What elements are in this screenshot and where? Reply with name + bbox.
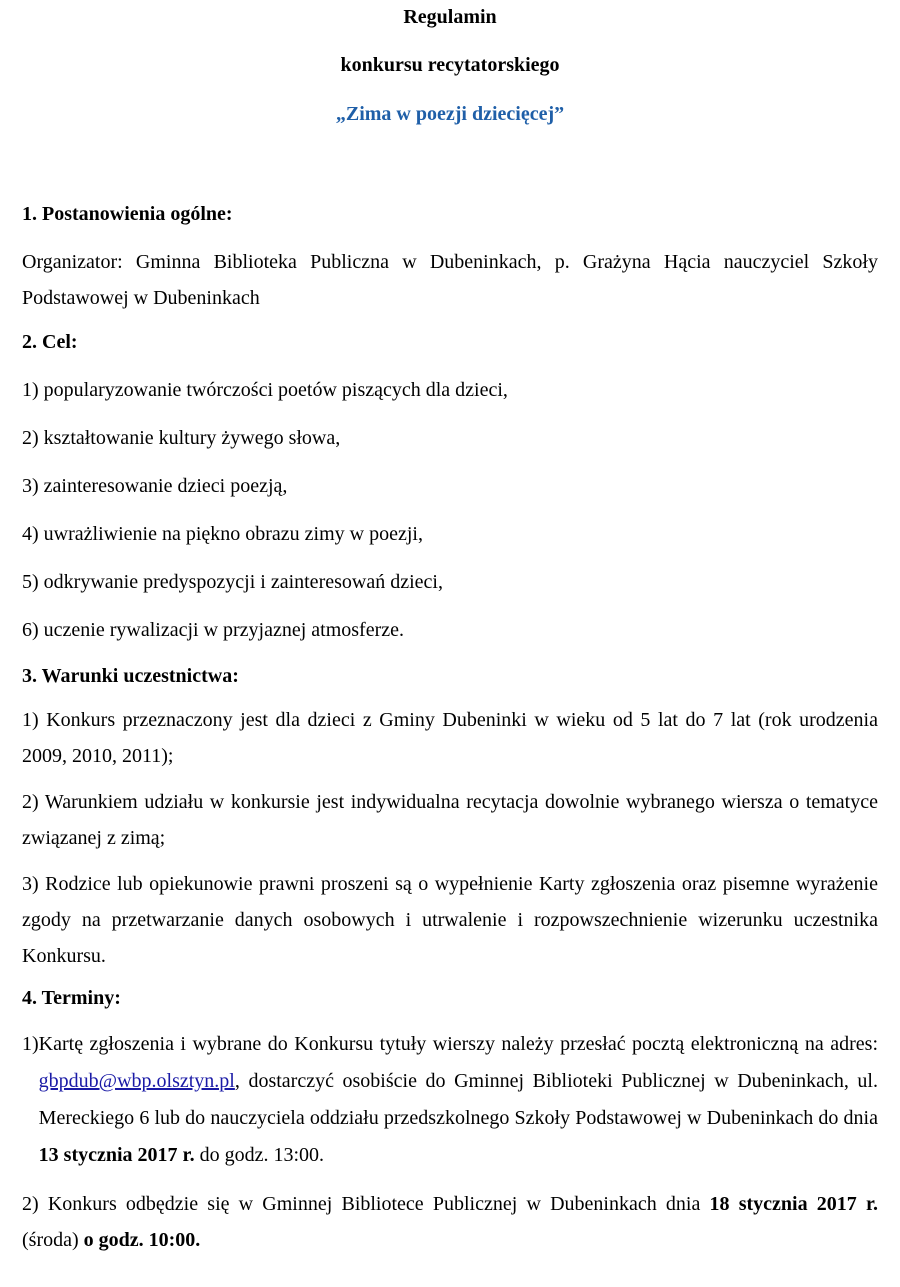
title-contest-name: „Zima w poezji dziecięcej” — [335, 103, 565, 125]
deadline-item-2 — [22, 1186, 878, 1258]
goal-item-3: 3) zainteresowanie dzieci poezją, — [22, 475, 288, 497]
event-date: 18 stycznia 2017 r. — [709, 1193, 878, 1215]
goal-item-6: 6) uczenie rywalizacji w przyjaznej atmosferze. — [22, 619, 405, 641]
deadline-text-part-b: , dostarczyć osobiście do Gminnej Biblioteki Publicznej w Dubeninkach, ul. Mereckiego 6 lub do nauczyciela oddziału przedszkolnego Szkoły Podstawowej w Dubeninkach do dnia — [38, 1070, 878, 1129]
deadline-text-part-c: do godz. 13:00. — [194, 1144, 325, 1166]
condition-item-2: 2) Warunkiem udziału w konkursie jest indywidualna recytacja dowolnie wybranego wiersza o tematyce związanej z zimą; — [22, 791, 878, 849]
condition-item-1: 1) Konkurs przeznaczony jest dla dzieci z Gminy Dubeninki w wieku od 5 lat do 7 lat (rok urodzenia 2009, 2010, 2011); — [22, 709, 878, 767]
event-time: o godz. 10:00. — [83, 1229, 201, 1251]
condition-item-3: 3) Rodzice lub opiekunowie prawni proszeni są o wypełnienie Karty zgłoszenia oraz pisemne wyrażenie zgody na przetwarzanie danych osobowych i utrwalenie i rozpowszechnienie wizerunku uczestnika Konkursu. — [22, 873, 878, 967]
section-1-organizer: Organizator: Gminna Biblioteka Publiczna w Dubeninkach, p. Grażyna Hącia nauczyciel Szkoły Podstawowej w Dubeninkach — [22, 251, 878, 309]
section-1-heading: 1. Postanowienia ogólne: — [22, 203, 233, 225]
deadline-item-1-text — [39, 1026, 878, 1174]
title-contest-type: konkursu recytatorskiego — [340, 54, 560, 76]
section-3-heading: 3. Warunki uczestnictwa: — [22, 665, 239, 687]
goal-item-2: 2) kształtowanie kultury żywego słowa, — [22, 427, 341, 449]
goal-item-4: 4) uwrażliwienie na piękno obrazu zimy w poezji, — [22, 523, 423, 545]
deadline-item-1 — [22, 1026, 878, 1174]
event-text-part-b: (środa) — [22, 1229, 84, 1251]
email-link[interactable]: gbpdub@wbp.olsztyn.pl — [38, 1070, 235, 1092]
goal-item-1: 1) popularyzowanie twórczości poetów piszących dla dzieci, — [22, 379, 508, 401]
section-4-heading: 4. Terminy: — [22, 987, 121, 1009]
section-2-heading: 2. Cel: — [22, 331, 78, 353]
goal-item-5: 5) odkrywanie predyspozycji i zainteresowań dzieci, — [22, 571, 443, 593]
deadline-date: 13 stycznia 2017 r. — [38, 1144, 195, 1166]
deadline-text-part-a: Kartę zgłoszenia i wybrane do Konkursu tytuły wierszy należy przesłać pocztą elektroniczną na adres: — [38, 1033, 878, 1055]
deadline-item-1-number: 1) — [22, 1033, 39, 1055]
event-text-part-a: 2) Konkurs odbędzie się w Gminnej Bibliotece Publicznej w Dubeninkach dnia — [22, 1193, 710, 1215]
title-regulamin: Regulamin — [403, 6, 497, 28]
